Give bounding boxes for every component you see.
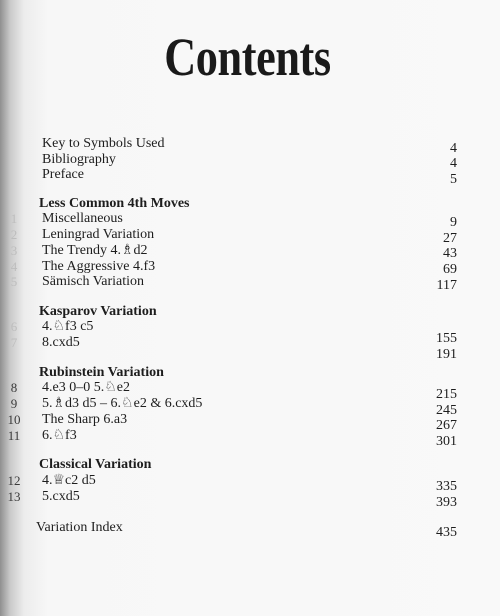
- chapter-page: 301: [436, 434, 457, 449]
- section-heading: Less Common 4th Moves: [39, 196, 190, 211]
- chapter-title: 5.cxd5: [42, 489, 80, 504]
- chapter-title: Leningrad Variation: [42, 227, 155, 242]
- toc-entry-key-to-symbols: [0, 136, 500, 156]
- chapter-title: The Sharp 6.a3: [42, 412, 128, 427]
- chapter-number: 6: [10, 319, 18, 334]
- chapter-title: 4.e3 0–0 5.♘e2: [42, 380, 130, 395]
- chapter-number: 12: [7, 473, 21, 488]
- section-heading: Rubinstein Variation: [39, 365, 164, 380]
- chapter-number: 13: [7, 489, 21, 504]
- toc-chapter-2: [0, 227, 500, 246]
- toc-chapter-11: [0, 428, 500, 449]
- chapter-page: 267: [436, 418, 457, 433]
- chapter-page: 155: [436, 331, 457, 346]
- chapter-title: Miscellaneous: [42, 211, 123, 226]
- section-heading: Kasparov Variation: [39, 304, 157, 319]
- toc-entry-bibliography: [0, 152, 500, 171]
- chapter-title: 6.♘f3: [42, 428, 77, 443]
- chapter-number: 1: [10, 211, 18, 226]
- chapter-title: The Trendy 4.♗d2: [42, 243, 148, 258]
- chapter-number: 5: [10, 274, 18, 289]
- chapter-page: 9: [450, 215, 457, 230]
- chapter-title: Sämisch Variation: [42, 274, 145, 289]
- toc-chapter-12: [0, 473, 500, 494]
- chapter-page: 335: [436, 479, 457, 494]
- toc-chapter-13: [0, 489, 500, 510]
- page-title: Contents: [164, 27, 331, 87]
- chapter-number: 7: [10, 335, 18, 350]
- toc-entry-label: Key to Symbols Used: [42, 136, 165, 151]
- toc-entry-label: Preface: [42, 167, 84, 182]
- chapter-number: 4: [10, 259, 18, 274]
- toc-chapter-3: [0, 243, 500, 259]
- chapter-page: 117: [436, 278, 457, 293]
- toc-entry-page: 4: [450, 141, 457, 156]
- chapter-number: 3: [10, 243, 18, 258]
- toc-chapter-5: [0, 274, 500, 293]
- chapter-number: 2: [10, 227, 18, 242]
- toc-entry-page: 5: [450, 172, 457, 187]
- chapter-page: 215: [436, 387, 457, 402]
- section-heading: Classical Variation: [39, 457, 152, 472]
- toc-chapter-8: [0, 380, 500, 402]
- chapter-title: 4.♕c2 d5: [42, 473, 96, 488]
- toc-entry-page: 435: [436, 525, 457, 540]
- chapter-number: 8: [10, 380, 18, 395]
- chapter-page: 27: [443, 231, 457, 246]
- toc-chapter-4: [0, 259, 500, 275]
- toc-entry-variation-index: [0, 520, 500, 540]
- chapter-title: The Aggressive 4.f3: [42, 259, 156, 274]
- chapter-title: 4.♘f3 c5: [42, 319, 94, 334]
- chapter-page: 191: [436, 347, 457, 362]
- chapter-title: 5.♗d3 d5 – 6.♘e2 & 6.cxd5: [42, 396, 203, 411]
- chapter-title: 8.cxd5: [42, 335, 80, 350]
- toc-entry-label: Bibliography: [42, 152, 116, 167]
- chapter-number: 9: [10, 396, 18, 411]
- chapter-page: 393: [436, 495, 457, 510]
- toc-entry-preface: [0, 167, 500, 187]
- toc-chapter-10: [0, 412, 500, 433]
- chapter-number: 11: [7, 428, 21, 443]
- chapter-page: 69: [443, 262, 457, 277]
- chapter-number: 10: [7, 412, 21, 427]
- chapter-page: 43: [443, 246, 457, 261]
- toc-entry-page: 4: [450, 156, 457, 171]
- chapter-page: 245: [436, 403, 457, 418]
- toc-chapter-1: [0, 211, 500, 230]
- toc-entry-label: Variation Index: [36, 520, 123, 535]
- toc-chapter-7: [0, 335, 500, 362]
- toc-chapter-9: [0, 396, 500, 418]
